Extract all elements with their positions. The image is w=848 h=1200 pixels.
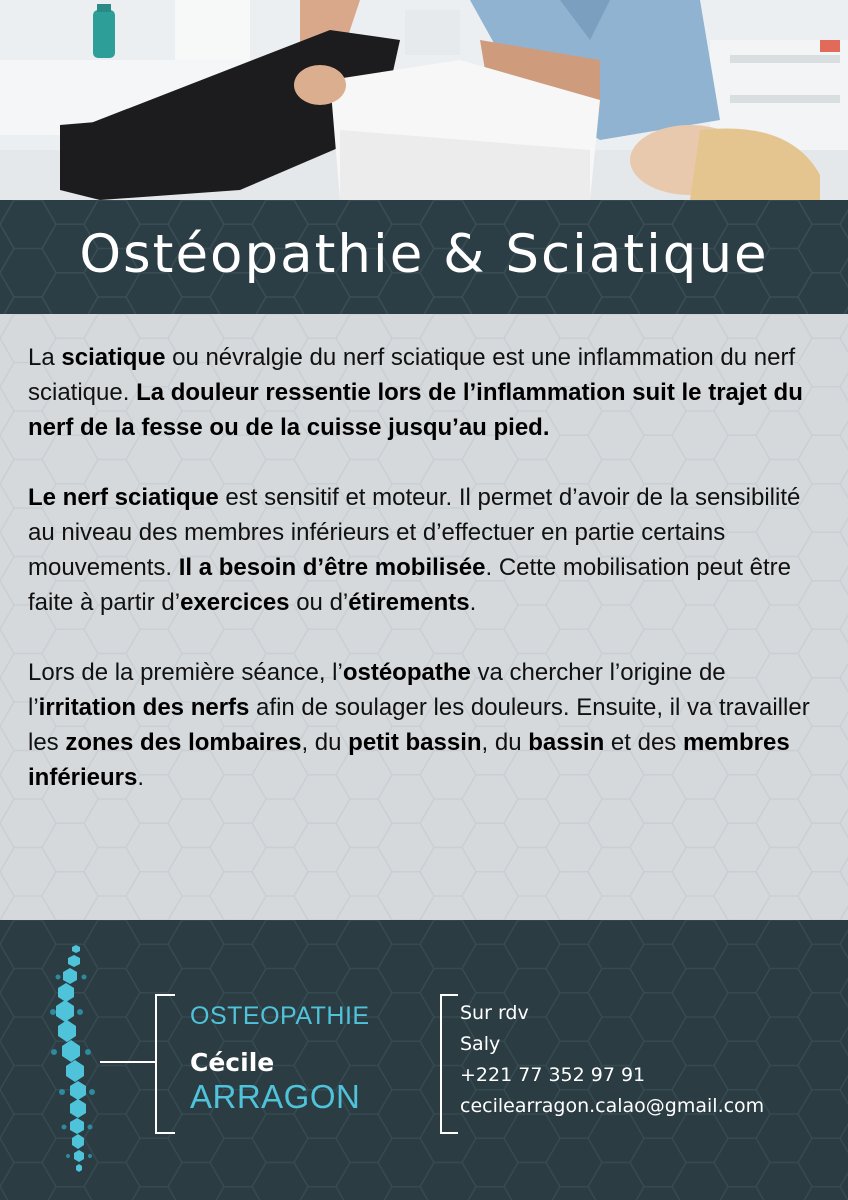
- emphasis-text: Le nerf sciatique: [28, 484, 219, 511]
- paragraph-treatment: [28, 655, 828, 795]
- body-text: Lors de la première séance, l’: [28, 659, 343, 686]
- brand-bracket: [155, 994, 175, 1134]
- body-text: .: [137, 764, 145, 791]
- brand-specialty: OSTEOPATHIE: [190, 1002, 370, 1030]
- body-text: La: [28, 344, 62, 371]
- logo-connector-line: [100, 1061, 156, 1063]
- emphasis-text: bassin: [528, 729, 605, 756]
- body-text: est sensitif et moteur. Il permet d’avoir de la sensibilité au niveau des membres inférieurs et d’effectuer en partie certains mouvements.: [28, 484, 801, 581]
- brand-last-name: ARRAGON: [190, 1078, 361, 1115]
- paragraph-nerve: [28, 480, 828, 620]
- emphasis-text: La douleur ressentie lors de l’inflammation suit le trajet du nerf de la fesse ou de la cuisse jusqu’au pied.: [28, 379, 803, 441]
- paragraph-definition: [28, 340, 828, 445]
- header-photo: [0, 0, 848, 200]
- emphasis-text: irritation des nerfs: [38, 694, 250, 721]
- emphasis-text: ostéopathe: [342, 659, 471, 686]
- body-text: , du: [301, 729, 349, 756]
- brand-first-name: Cécile: [190, 1048, 275, 1077]
- body-text: ou névralgie du nerf sciatique est une inflammation du nerf sciatique.: [28, 344, 796, 406]
- article-text: [28, 340, 828, 830]
- emphasis-text: petit bassin: [348, 729, 482, 756]
- email-address[interactable]: cecilearragon.calao@gmail.com: [460, 1095, 765, 1117]
- body-text: . Cette mobilisation peut être faite à partir d’: [28, 554, 791, 616]
- emphasis-text: zones des lombaires: [65, 729, 302, 756]
- phone-number[interactable]: +221 77 352 97 91: [460, 1064, 646, 1086]
- body-text: afin de soulager les douleurs. Ensuite, il va travailler les: [28, 694, 810, 756]
- emphasis-text: Il a besoin d’être mobilisée: [178, 554, 486, 581]
- emphasis-text: sciatique: [61, 344, 166, 371]
- title-band: [0, 200, 848, 314]
- body-text: .: [469, 589, 477, 616]
- contact-bracket: [440, 994, 458, 1134]
- appointment-note: Sur rdv: [460, 1002, 529, 1024]
- body-text: ou d’: [289, 589, 349, 616]
- emphasis-text: exercices: [180, 589, 290, 616]
- location: Saly: [460, 1033, 501, 1055]
- body-text: et des: [604, 729, 683, 756]
- spine-logo-icon: [48, 942, 108, 1178]
- osteopathy-session-illustration: [0, 0, 848, 200]
- emphasis-text: membres inférieurs: [28, 729, 790, 791]
- contact-info: [460, 998, 764, 1122]
- body-text: , du: [481, 729, 529, 756]
- page-title: Ostéopathie & Sciatique: [79, 224, 769, 285]
- footer: [0, 920, 848, 1200]
- content-panel: [0, 314, 848, 920]
- emphasis-text: étirements: [348, 589, 470, 616]
- body-text: va chercher l’origine de l’: [28, 659, 726, 721]
